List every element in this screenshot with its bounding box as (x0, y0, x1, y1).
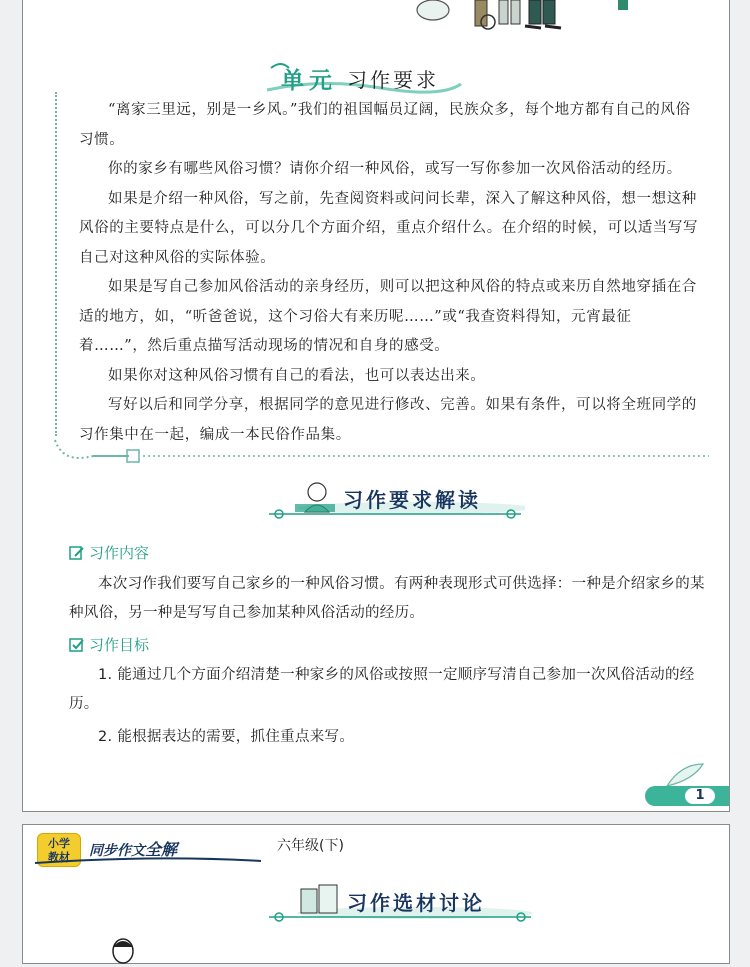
series-name-part1: 同步作文 (89, 843, 145, 859)
header-swoosh (33, 853, 263, 867)
feather-icon (663, 762, 707, 788)
requirement-paragraph: 你的家乡有哪些风俗习惯？请你介绍一种风俗，或写一写你参加一次风俗活动的经历。 (108, 161, 682, 177)
requirement-text (79, 96, 699, 450)
content-subheading-text: 习作内容 (89, 544, 150, 562)
textbook-page-2 (22, 824, 730, 964)
page-number-tab (645, 786, 729, 806)
goal-subheading-text: 习作目标 (89, 636, 150, 654)
dotted-divider (53, 438, 713, 468)
content-paragraph: 本次习作我们要写自己家乡的一种风俗习惯。有两种表现形式可供选择：一种是介绍家乡的某种风俗，另一种是写写自己参加某种风俗活动的经历。 (69, 576, 705, 621)
grade-label: 六年级(下) (277, 838, 344, 854)
logo-line-2: 教材 (48, 851, 70, 864)
goal-subheading (69, 634, 149, 655)
pencil-icon (69, 545, 85, 561)
material-discussion-title-text: 习作选材讨论 (347, 891, 485, 915)
series-name-part2: 全解 (145, 840, 178, 859)
textbook-page-1 (22, 0, 730, 812)
goal-paragraph: 1. 能通过几个方面介绍清楚一种家乡的风俗或按照一定顺序写清自己参加一次风俗活动的经历。 (69, 667, 695, 712)
goal-paragraph: 2. 能根据表达的需要，抓住重点来写。 (98, 729, 355, 745)
content-body (69, 570, 719, 628)
requirement-paragraph: 写好以后和同学分享，根据同学的意见进行修改、完善。如果有条件，可以将全班同学的习作集中在一起，编成一本民俗作品集。 (79, 397, 697, 443)
requirement-paragraph: “离家三里远，别是一乡风。”我们的祖国幅员辽阔，民族众多，每个地方都有自己的风俗习惯。 (79, 102, 691, 148)
requirement-paragraph: 如果你对这种风俗习惯有自己的看法，也可以表达出来。 (108, 367, 486, 384)
student-illustration (103, 933, 143, 967)
goal-body (69, 661, 719, 752)
content-subheading (69, 542, 149, 563)
heading-unit-char2: 元 (309, 68, 332, 94)
checklist-icon (69, 637, 85, 653)
interpretation-title-text: 习作要求解读 (343, 488, 481, 512)
children-illustration (393, 0, 633, 36)
logo-line-1: 小学 (48, 837, 70, 850)
page-number: 1 (685, 788, 715, 804)
requirement-paragraph: 如果是介绍一种风俗，写之前，先查阅资料或问问长辈，深入了解这种风俗，想一想这种风俗的主要特点是什么，可以分几个方面介绍，重点介绍什么。在介绍的时候，可以适当写写自己对这种风俗的实际体验。 (79, 190, 699, 266)
unit-requirement-heading (261, 60, 491, 94)
heading-unit-char: 单 (281, 68, 304, 94)
requirement-paragraph: 如果是写自己参加风俗活动的亲身经历，则可以把这种风俗的特点或来历自然地穿插在合适的地方，如，“听爸爸说，这个习俗大有来历呢……”或“我查资料得知，元宵最征着……”，然后重点描写活动现场的情况和自身的感受。 (79, 279, 697, 354)
material-discussion-title (265, 877, 535, 927)
interpretation-title (265, 478, 525, 524)
heading-requirement-text: 习作要求 (347, 68, 439, 92)
